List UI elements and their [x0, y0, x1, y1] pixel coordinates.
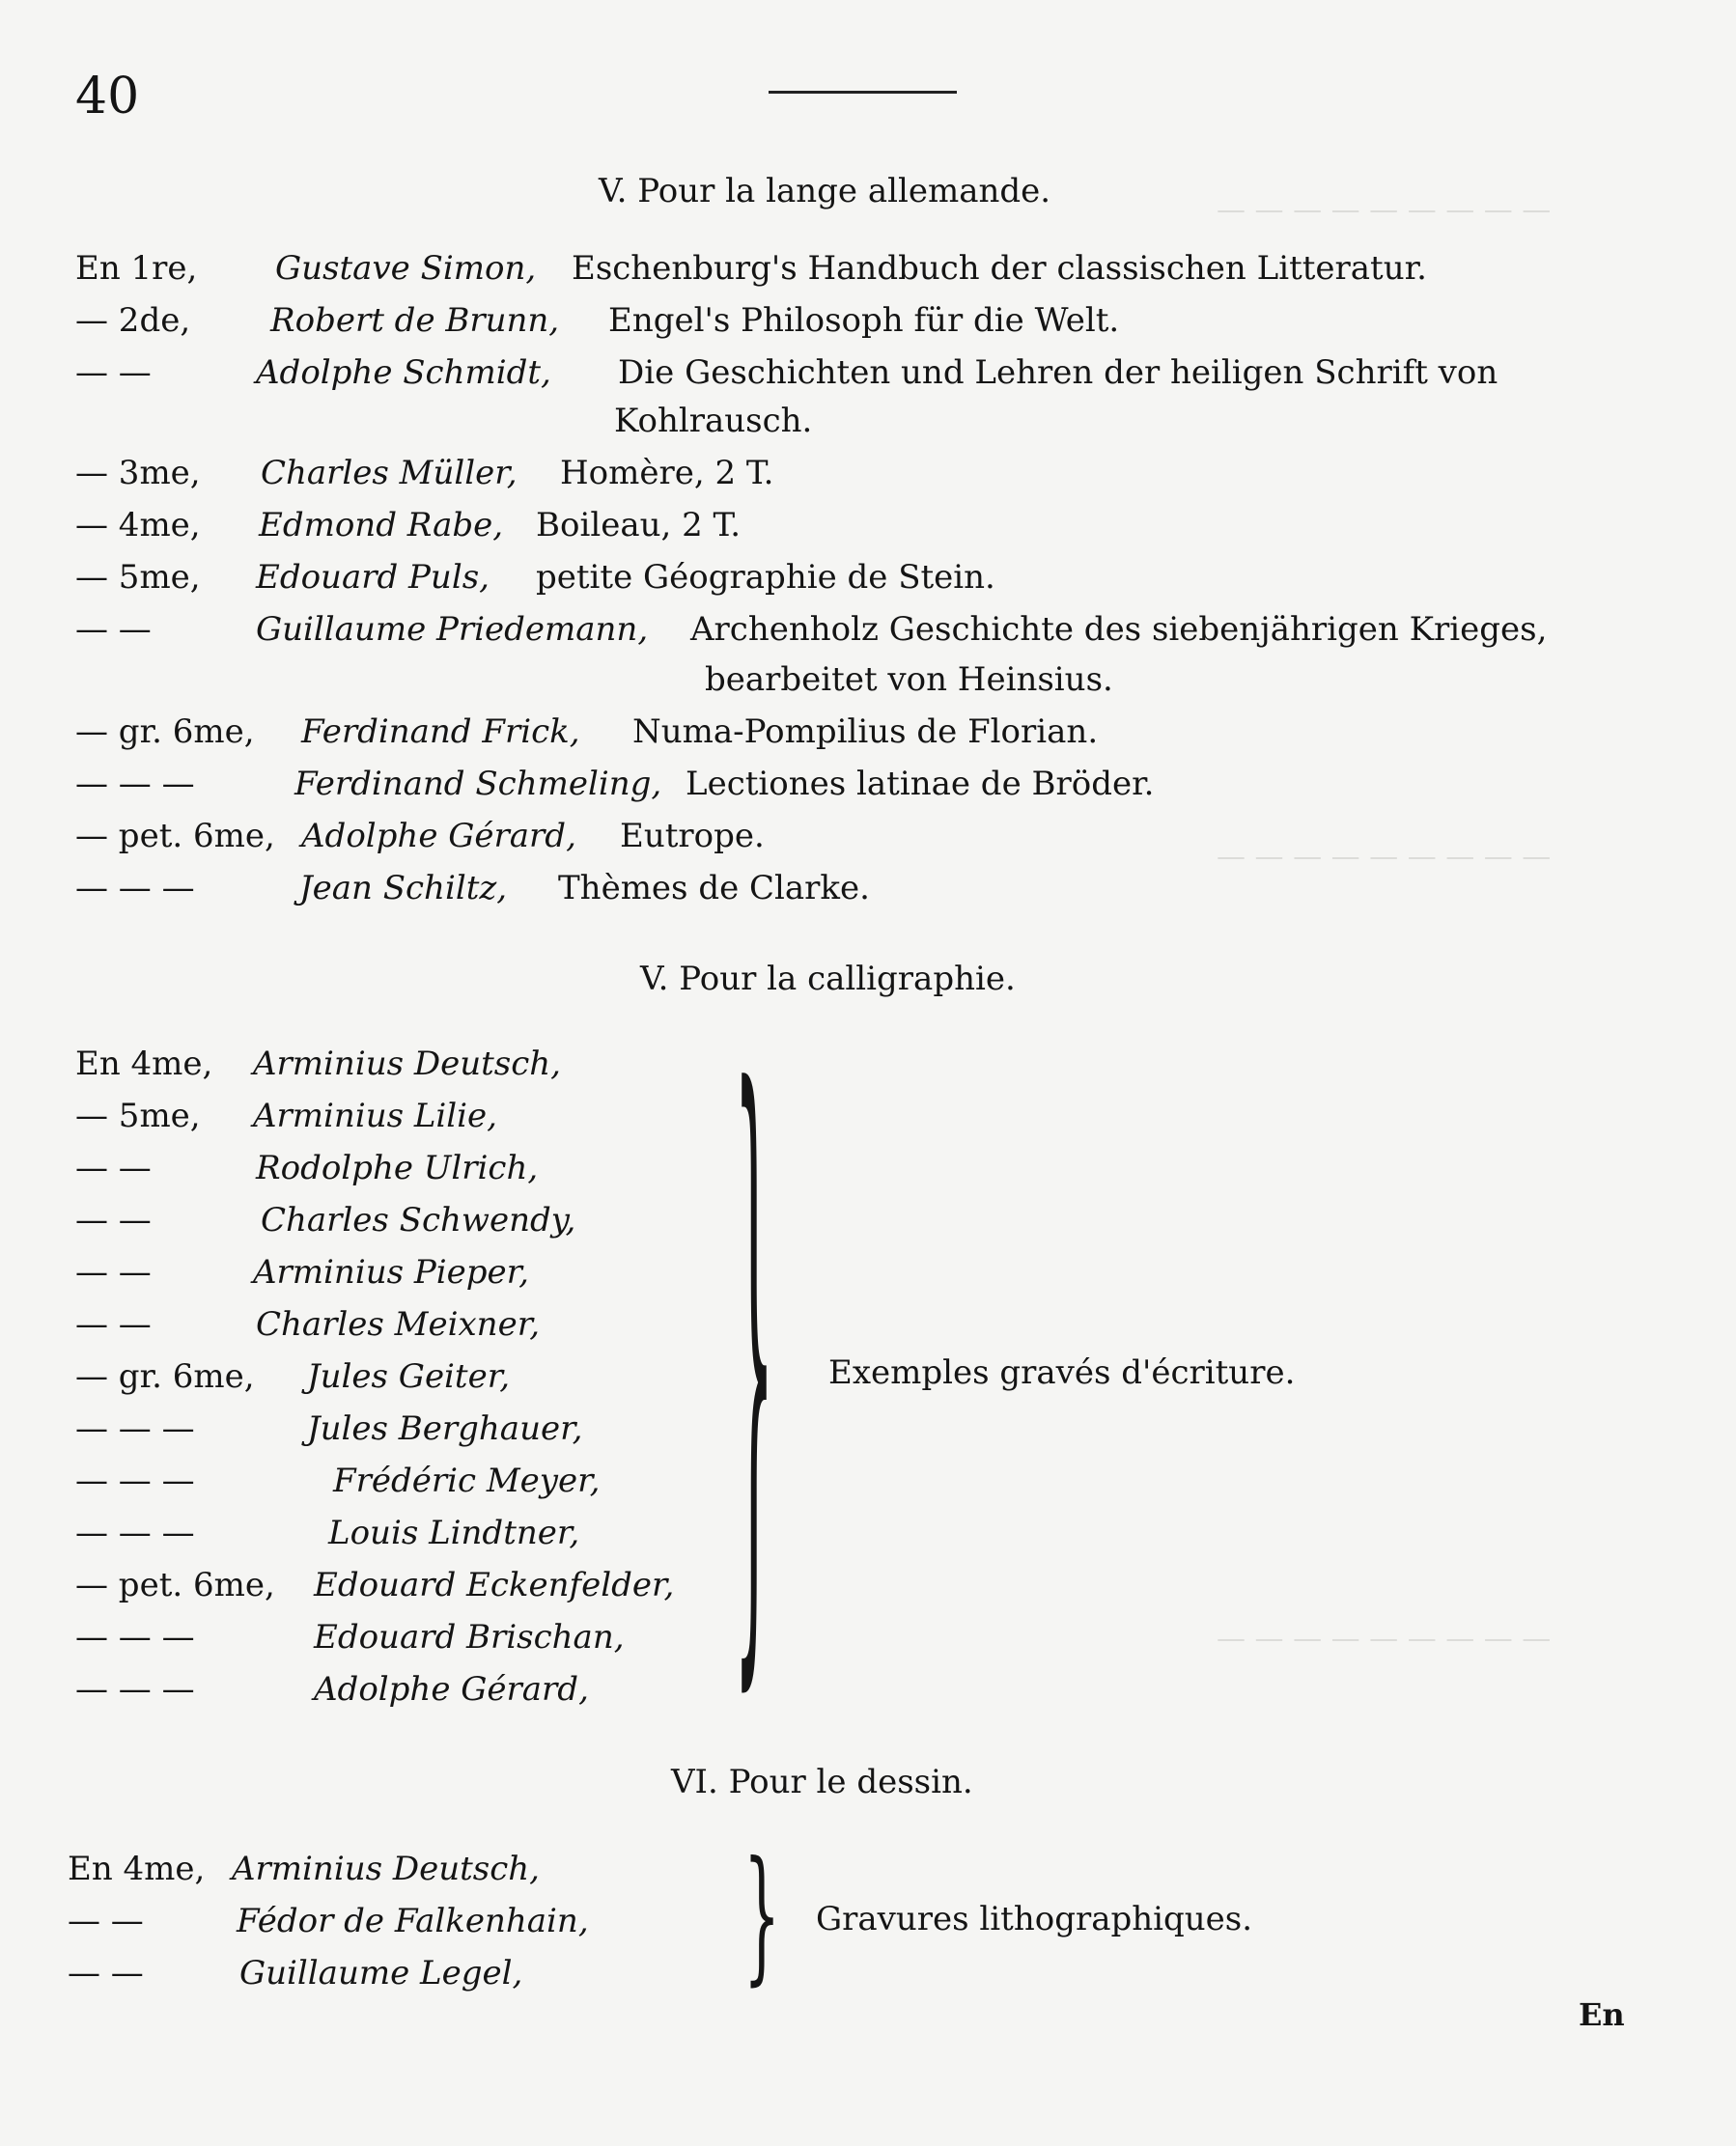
- prize-entry: [0, 1149, 1736, 1199]
- section-heading-calligraphy: V. Pour la calligraphie.: [640, 960, 1016, 998]
- prize-entry: [0, 1954, 1736, 2004]
- entry-rank: — — —: [75, 1618, 195, 1657]
- entry-rank: En 1re,: [75, 249, 198, 288]
- prize-entry: [0, 1850, 1736, 1900]
- prize-entry: [0, 301, 1736, 351]
- entry-name: Charles Meixner,: [256, 1305, 541, 1344]
- entry-prize: Numa-Pompilius de Florian.: [632, 712, 1099, 751]
- prize-entry: [0, 1670, 1736, 1720]
- entry-name: Arminius Deutsch,: [232, 1850, 540, 1888]
- curly-brace: }: [734, 967, 775, 1751]
- entry-prize: Boileau, 2 T.: [536, 506, 742, 544]
- entry-rank: — —: [68, 1954, 144, 1993]
- entry-rank: — 5me,: [75, 558, 201, 597]
- section-heading-german: V. Pour la lange allemande.: [599, 172, 1051, 210]
- curly-brace: }: [743, 1831, 781, 2001]
- entry-rank: — — —: [75, 869, 195, 907]
- entry-rank: En 4me,: [75, 1045, 213, 1083]
- prize-entry: [0, 454, 1736, 504]
- entry-rank: — —: [75, 353, 152, 392]
- entry-rank: — —: [75, 1201, 152, 1240]
- entry-name: Gustave Simon,: [275, 249, 537, 288]
- entry-rank: — gr. 6me,: [75, 1357, 255, 1396]
- entry-rank: — —: [68, 1902, 144, 1940]
- entry-rank: — — —: [75, 1409, 195, 1448]
- entry-rank: — — —: [75, 765, 195, 803]
- entry-rank: — 5me,: [75, 1097, 201, 1135]
- entry-rank: — 3me,: [75, 454, 201, 492]
- entry-prize: Thèmes de Clarke.: [558, 869, 870, 907]
- header-rule: [769, 91, 957, 94]
- entry-rank: — —: [75, 1149, 152, 1187]
- prize-entry: [0, 353, 1736, 404]
- entry-name: Rodolphe Ulrich,: [256, 1149, 539, 1187]
- page-number: 40: [75, 68, 140, 125]
- entry-prize-continuation: Kohlrausch.: [614, 402, 813, 440]
- entry-prize: Lectiones latinae de Bröder.: [686, 765, 1155, 803]
- prize-entry: [0, 610, 1736, 660]
- prize-entry: [0, 1462, 1736, 1512]
- entry-name: Edouard Eckenfelder,: [314, 1566, 675, 1604]
- entry-name: Charles Schwendy,: [261, 1201, 576, 1240]
- entry-rank: — — —: [75, 1462, 195, 1500]
- entry-name: Frédéric Meyer,: [333, 1462, 601, 1500]
- show-through-text: — — — — — — — — —: [1217, 193, 1552, 227]
- prize-entry: [0, 558, 1736, 608]
- entry-rank: — pet. 6me,: [75, 1566, 275, 1604]
- entry-name: Ferdinand Frick,: [301, 712, 580, 751]
- prize-entry: [0, 249, 1736, 299]
- entry-name: Guillaume Legel,: [239, 1954, 523, 1993]
- show-through-text: — — — — — — — — —: [1217, 840, 1552, 874]
- entry-prize: petite Géographie de Stein.: [536, 558, 995, 597]
- catchword: En: [1579, 1996, 1625, 2033]
- entry-rank: — —: [75, 1253, 152, 1292]
- brace-label-calligraphy: Exemples gravés d'écriture.: [828, 1353, 1296, 1392]
- entry-prize: Eutrope.: [620, 817, 765, 855]
- prize-entry: [0, 1566, 1736, 1616]
- prize-entry: [0, 817, 1736, 867]
- prize-entry: [0, 712, 1736, 763]
- entry-name: Guillaume Priedemann,: [256, 610, 649, 649]
- prize-entry-continuation: [0, 660, 1736, 711]
- entry-name: Edouard Puls,: [256, 558, 490, 597]
- entry-name: Adolphe Schmidt,: [256, 353, 551, 392]
- entry-prize: Eschenburg's Handbuch der classischen Litteratur.: [572, 249, 1427, 288]
- entry-rank: — gr. 6me,: [75, 712, 255, 751]
- prize-entry: [0, 1097, 1736, 1147]
- entry-rank: — pet. 6me,: [75, 817, 275, 855]
- entry-prize-continuation: bearbeitet von Heinsius.: [705, 660, 1113, 699]
- entry-name: Charles Müller,: [261, 454, 518, 492]
- entry-name: Arminius Pieper,: [253, 1253, 529, 1292]
- entry-prize: Homère, 2 T.: [560, 454, 774, 492]
- entry-prize: Engel's Philosoph für die Welt.: [608, 301, 1120, 340]
- entry-rank: En 4me,: [68, 1850, 206, 1888]
- entry-name: Arminius Lilie,: [253, 1097, 497, 1135]
- entry-name: Ferdinand Schmeling,: [294, 765, 662, 803]
- entry-name: Edouard Brischan,: [314, 1618, 625, 1657]
- entry-name: Jean Schiltz,: [299, 869, 508, 907]
- entry-name: Jules Geiter,: [307, 1357, 511, 1396]
- entry-name: Robert de Brunn,: [270, 301, 560, 340]
- entry-name: Adolphe Gérard,: [314, 1670, 589, 1709]
- prize-entry-continuation: [0, 402, 1736, 452]
- entry-prize: Archenholz Geschichte des siebenjährigen Krieges,: [690, 610, 1548, 649]
- prize-entry: [0, 1618, 1736, 1668]
- entry-rank: — 4me,: [75, 506, 201, 544]
- prize-entry: [0, 1409, 1736, 1460]
- brace-label-drawing: Gravures lithographiques.: [816, 1900, 1253, 1938]
- entry-name: Jules Berghauer,: [307, 1409, 583, 1448]
- prize-entry: [0, 869, 1736, 919]
- entry-rank: — 2de,: [75, 301, 191, 340]
- entry-rank: — —: [75, 610, 152, 649]
- prize-entry: [0, 1045, 1736, 1095]
- entry-rank: — — —: [75, 1670, 195, 1709]
- entry-name: Adolphe Gérard,: [301, 817, 576, 855]
- entry-prize: Die Geschichten und Lehren der heiligen Schrift von: [618, 353, 1498, 392]
- prize-entry: [0, 765, 1736, 815]
- prize-entry: [0, 1514, 1736, 1564]
- entry-rank: — — —: [75, 1514, 195, 1552]
- show-through-text: — — — — — — — — —: [1217, 1622, 1552, 1656]
- entry-name: Fédor de Falkenhain,: [237, 1902, 589, 1940]
- entry-name: Louis Lindtner,: [328, 1514, 580, 1552]
- prize-entry: [0, 1253, 1736, 1303]
- prize-entry: [0, 1305, 1736, 1355]
- section-heading-drawing: VI. Pour le dessin.: [671, 1763, 973, 1801]
- prize-entry: [0, 1201, 1736, 1251]
- entry-name: Edmond Rabe,: [259, 506, 504, 544]
- entry-rank: — —: [75, 1305, 152, 1344]
- entry-name: Arminius Deutsch,: [253, 1045, 561, 1083]
- prize-entry: [0, 506, 1736, 556]
